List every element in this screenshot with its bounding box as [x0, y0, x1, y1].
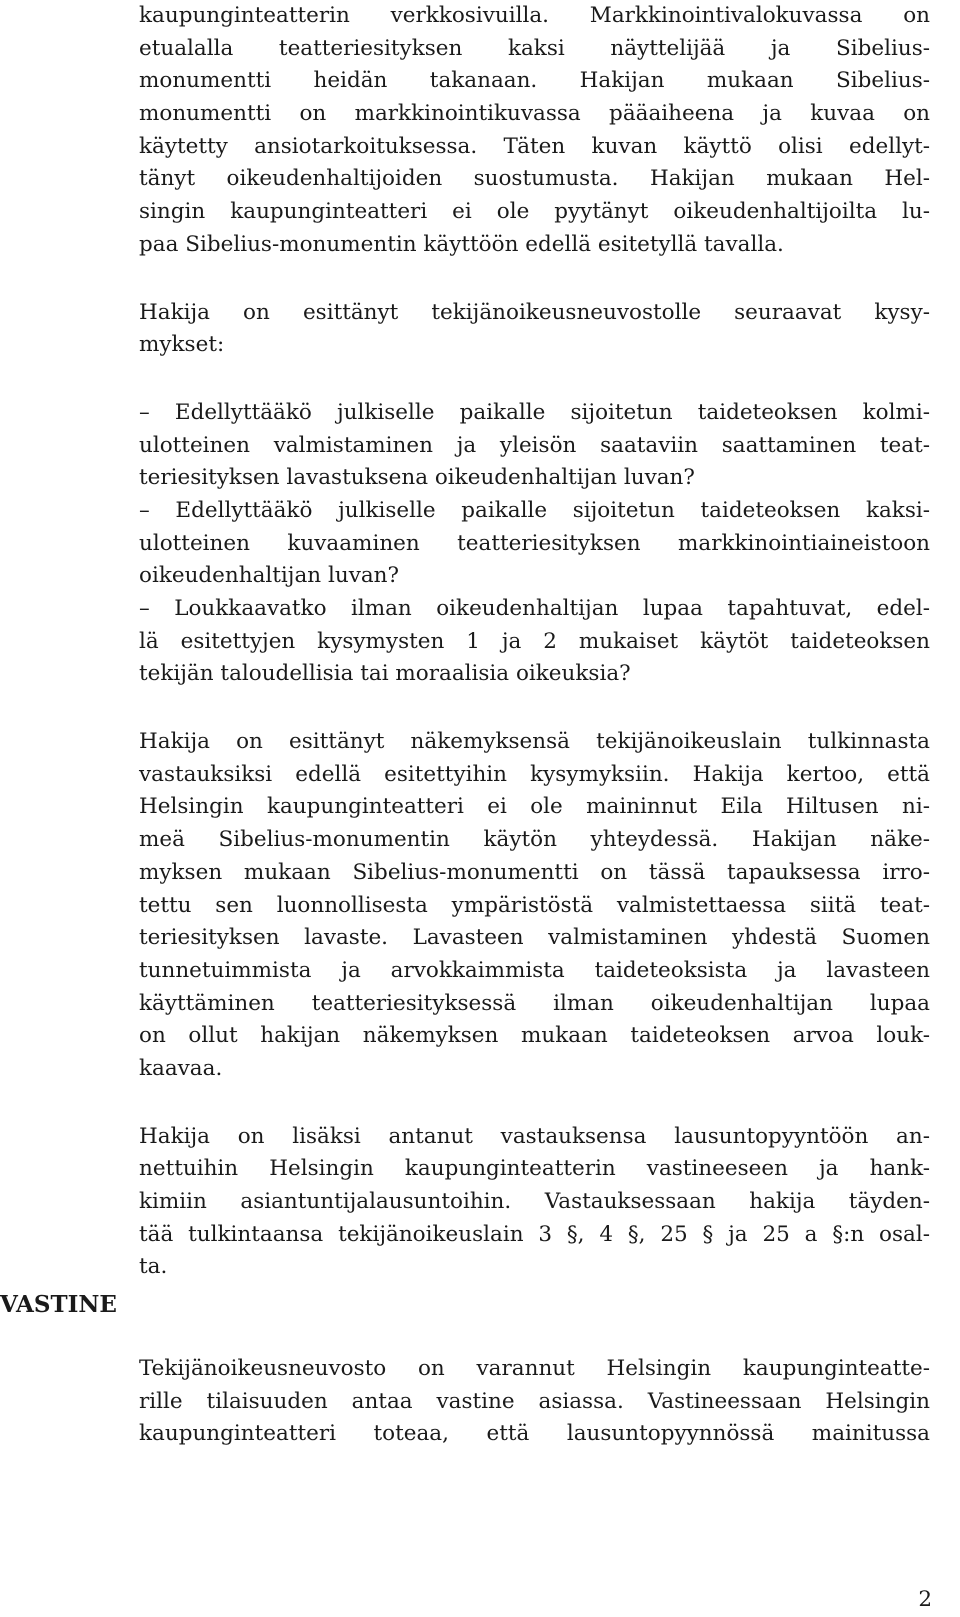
paragraph-spacer [139, 691, 930, 726]
document-body [139, 0, 930, 1284]
list-item-line: lä esitettyjen kysymysten 1 ja 2 mukaiset käytöt taideteoksen [139, 628, 930, 654]
text-line: ta. [139, 1254, 168, 1280]
text-line: singin kaupunginteatteri ei ole pyytänyt oikeudenhaltijoilta lu- [139, 199, 930, 225]
text-line: paa Sibelius-monumentin käyttöön edellä esitetyllä tavalla. [139, 231, 784, 257]
paragraph-spacer [139, 1086, 930, 1121]
text-line: nettuihin Helsingin kaupunginteatterin vastineeseen ja hank- [139, 1156, 930, 1182]
list-item-line: tekijän taloudellisia tai moraalisia oikeuksia? [139, 661, 631, 687]
paragraph-marketing-photo [139, 0, 930, 262]
text-line: Helsingin kaupunginteatteri ei ole maininnut Eila Hiltusen ni- [139, 794, 930, 820]
page-number: 2 [918, 1587, 932, 1612]
text-line: Tekijänoikeusneuvosto on varannut Helsingin kaupunginteatte- [139, 1356, 930, 1381]
list-item-line: oikeudenhaltijan luvan? [139, 563, 400, 589]
paragraph-questions-intro [139, 297, 930, 362]
text-line: kimiin asiantuntijalausuntoihin. Vastauksessaan hakija täyden- [139, 1189, 930, 1214]
paragraph-vastine [139, 1353, 930, 1451]
text-line: käytetty ansiotarkoituksessa. Täten kuvan käyttö olisi edellyt- [139, 133, 930, 159]
section-heading-vastine: VASTINE [0, 1291, 117, 1318]
text-line: teriesityksen lavaste. Lavasteen valmistaminen yhdestä Suomen [139, 925, 930, 951]
text-line: tää tulkintaansa tekijänoikeuslain 3 §, 4 §, 25 § ja 25 a §:n osal- [139, 1221, 930, 1247]
list-item-line: ulotteinen valmistaminen ja yleisön saataviin saattaminen teat- [139, 432, 930, 458]
text-line: etualalla teatteriesityksen kaksi näyttelijää ja Sibelius- [139, 35, 930, 61]
text-line: rille tilaisuuden antaa vastine asiassa. Vastineessaan Helsingin [139, 1388, 930, 1414]
text-line: monumentti on markkinointikuvassa pääaiheena ja kuvaa on [139, 101, 930, 127]
text-line: kaupunginteatterin verkkosivuilla. Markkinointivalokuvassa on [139, 3, 930, 28]
text-line: kaupunginteatteri toteaa, että lausuntopyynnössä mainitussa [139, 1421, 930, 1447]
text-line: tunnetuimmista ja arvokkaimmista taideteoksista ja lavasteen [139, 957, 930, 983]
text-line: Hakija on esittänyt näkemyksensä tekijänoikeuslain tulkinnasta [139, 729, 930, 755]
question-list [139, 397, 930, 691]
text-line: kaavaa. [139, 1055, 223, 1081]
text-line: myksen mukaan Sibelius-monumentti on tässä tapauksessa irro- [139, 859, 930, 885]
text-line: Hakija on esittänyt tekijänoikeusneuvostolle seuraavat kysy- [139, 299, 930, 325]
text-line: vastauksiksi edellä esitettyihin kysymyksiin. Hakija kertoo, että [139, 761, 930, 787]
paragraph-spacer [139, 362, 930, 397]
paragraph-applicant-response [139, 1121, 930, 1284]
list-item-line: teriesityksen lavastuksena oikeudenhaltijan luvan? [139, 465, 695, 491]
text-line: meä Sibelius-monumentin käytön yhteydessä. Hakijan näke- [139, 827, 930, 853]
text-line: käyttäminen teatteriesityksessä ilman oikeudenhaltijan lupaa [139, 990, 930, 1016]
text-line: monumentti heidän takanaan. Hakijan mukaan Sibelius- [139, 68, 930, 94]
list-item-line: – Edellyttääkö julkiselle paikalle sijoitetun taideteoksen kolmi- [139, 399, 930, 425]
text-line: tettu sen luonnollisesta ympäristöstä valmistettaessa siitä teat- [139, 892, 930, 918]
list-item-line: – Edellyttääkö julkiselle paikalle sijoitetun taideteoksen kaksi- [139, 497, 930, 523]
paragraph-applicant-view [139, 726, 930, 1086]
list-item-line: – Loukkaavatko ilman oikeudenhaltijan lupaa tapahtuvat, edel- [139, 596, 930, 621]
text-line: Hakija on lisäksi antanut vastauksensa lausuntopyyntöön an- [139, 1123, 930, 1149]
text-line: on ollut hakijan näkemyksen mukaan taideteoksen arvoa louk- [139, 1023, 930, 1049]
list-item-line: ulotteinen kuvaaminen teatteriesityksen markkinointiaineistoon [139, 530, 930, 556]
paragraph-spacer [139, 262, 930, 297]
text-line: mykset: [139, 332, 225, 358]
text-line: tänyt oikeudenhaltijoiden suostumusta. Hakijan mukaan Hel- [139, 166, 930, 192]
